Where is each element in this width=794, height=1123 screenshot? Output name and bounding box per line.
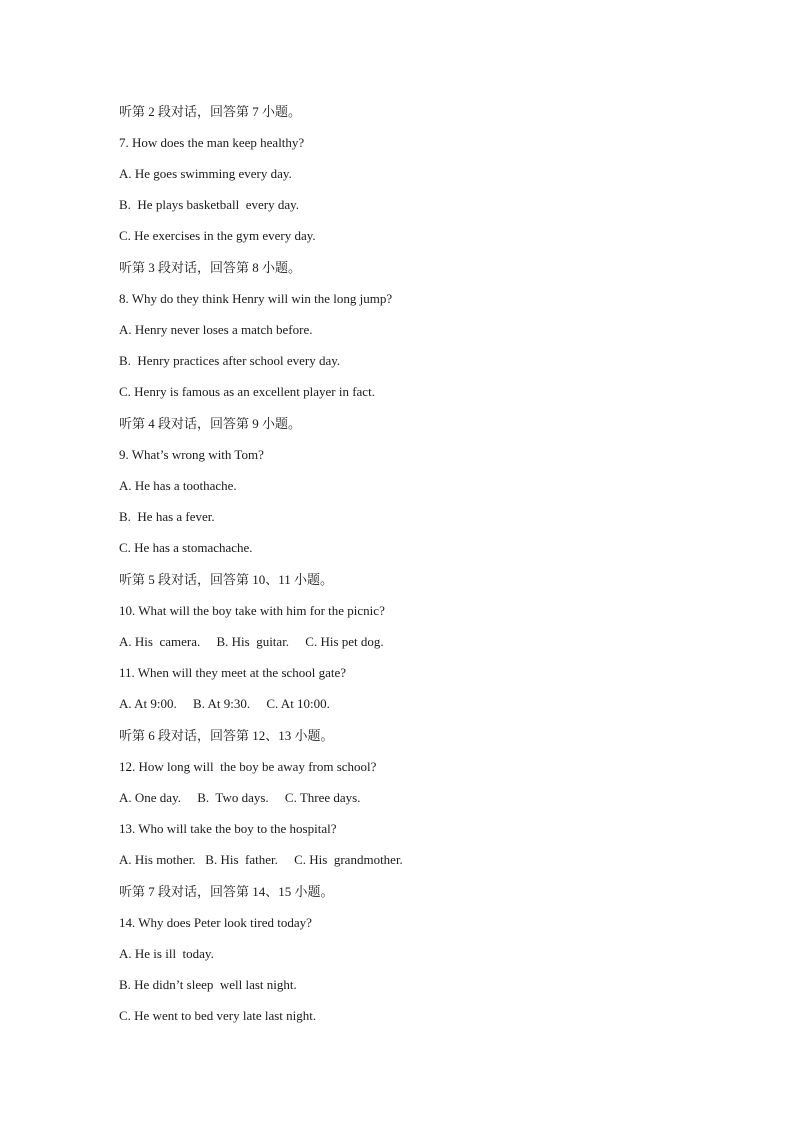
question-13: 13. Who will take the boy to the hospital? <box>119 821 337 836</box>
question-11: 11. When will they meet at the school gate? <box>119 665 347 680</box>
question-9-option-b: B. He has a fever. <box>119 509 215 524</box>
question-7-option-b: B. He plays basketball every day. <box>119 197 300 212</box>
question-10: 10. What will the boy take with him for the picnic? <box>119 603 385 618</box>
question-14-option-b: B. He didn’t sleep well last night. <box>119 977 297 992</box>
section-heading-5: 听第 5 段对话，回答第 10、11 小题。 <box>119 572 334 587</box>
question-12-options: A. One day. B. Two days. C. Three days. <box>119 790 361 805</box>
question-7-option-a: A. He goes swimming every day. <box>119 166 292 181</box>
question-13-options: A. His mother. B. His father. C. His grandmother. <box>119 852 403 867</box>
question-8-option-a: A. Henry never loses a match before. <box>119 322 313 337</box>
question-14-option-a: A. He is ill today. <box>119 946 214 961</box>
question-9-option-c: C. He has a stomachache. <box>119 540 253 555</box>
question-9: 9. What’s wrong with Tom? <box>119 447 264 462</box>
question-7-option-c: C. He exercises in the gym every day. <box>119 228 316 243</box>
section-heading-6: 听第 6 段对话，回答第 12、13 小题。 <box>119 728 334 743</box>
question-12: 12. How long will the boy be away from school? <box>119 759 377 774</box>
section-heading-7: 听第 7 段对话，回答第 14、15 小题。 <box>119 884 334 899</box>
question-9-option-a: A. He has a toothache. <box>119 478 237 493</box>
question-14-option-c: C. He went to bed very late last night. <box>119 1008 317 1023</box>
section-heading-2: 听第 2 段对话，回答第 7 小题。 <box>119 104 302 119</box>
question-11-options: A. At 9:00. B. At 9:30. C. At 10:00. <box>119 696 330 711</box>
section-heading-4: 听第 4 段对话，回答第 9 小题。 <box>119 416 302 431</box>
question-14: 14. Why does Peter look tired today? <box>119 915 312 930</box>
question-8-option-b: B. Henry practices after school every day. <box>119 353 341 368</box>
question-8-option-c: C. Henry is famous as an excellent player in fact. <box>119 384 375 399</box>
question-10-options: A. His camera. B. His guitar. C. His pet dog. <box>119 634 384 649</box>
question-8: 8. Why do they think Henry will win the long jump? <box>119 291 393 306</box>
section-heading-3: 听第 3 段对话，回答第 8 小题。 <box>119 260 302 275</box>
question-7: 7. How does the man keep healthy? <box>119 135 305 150</box>
